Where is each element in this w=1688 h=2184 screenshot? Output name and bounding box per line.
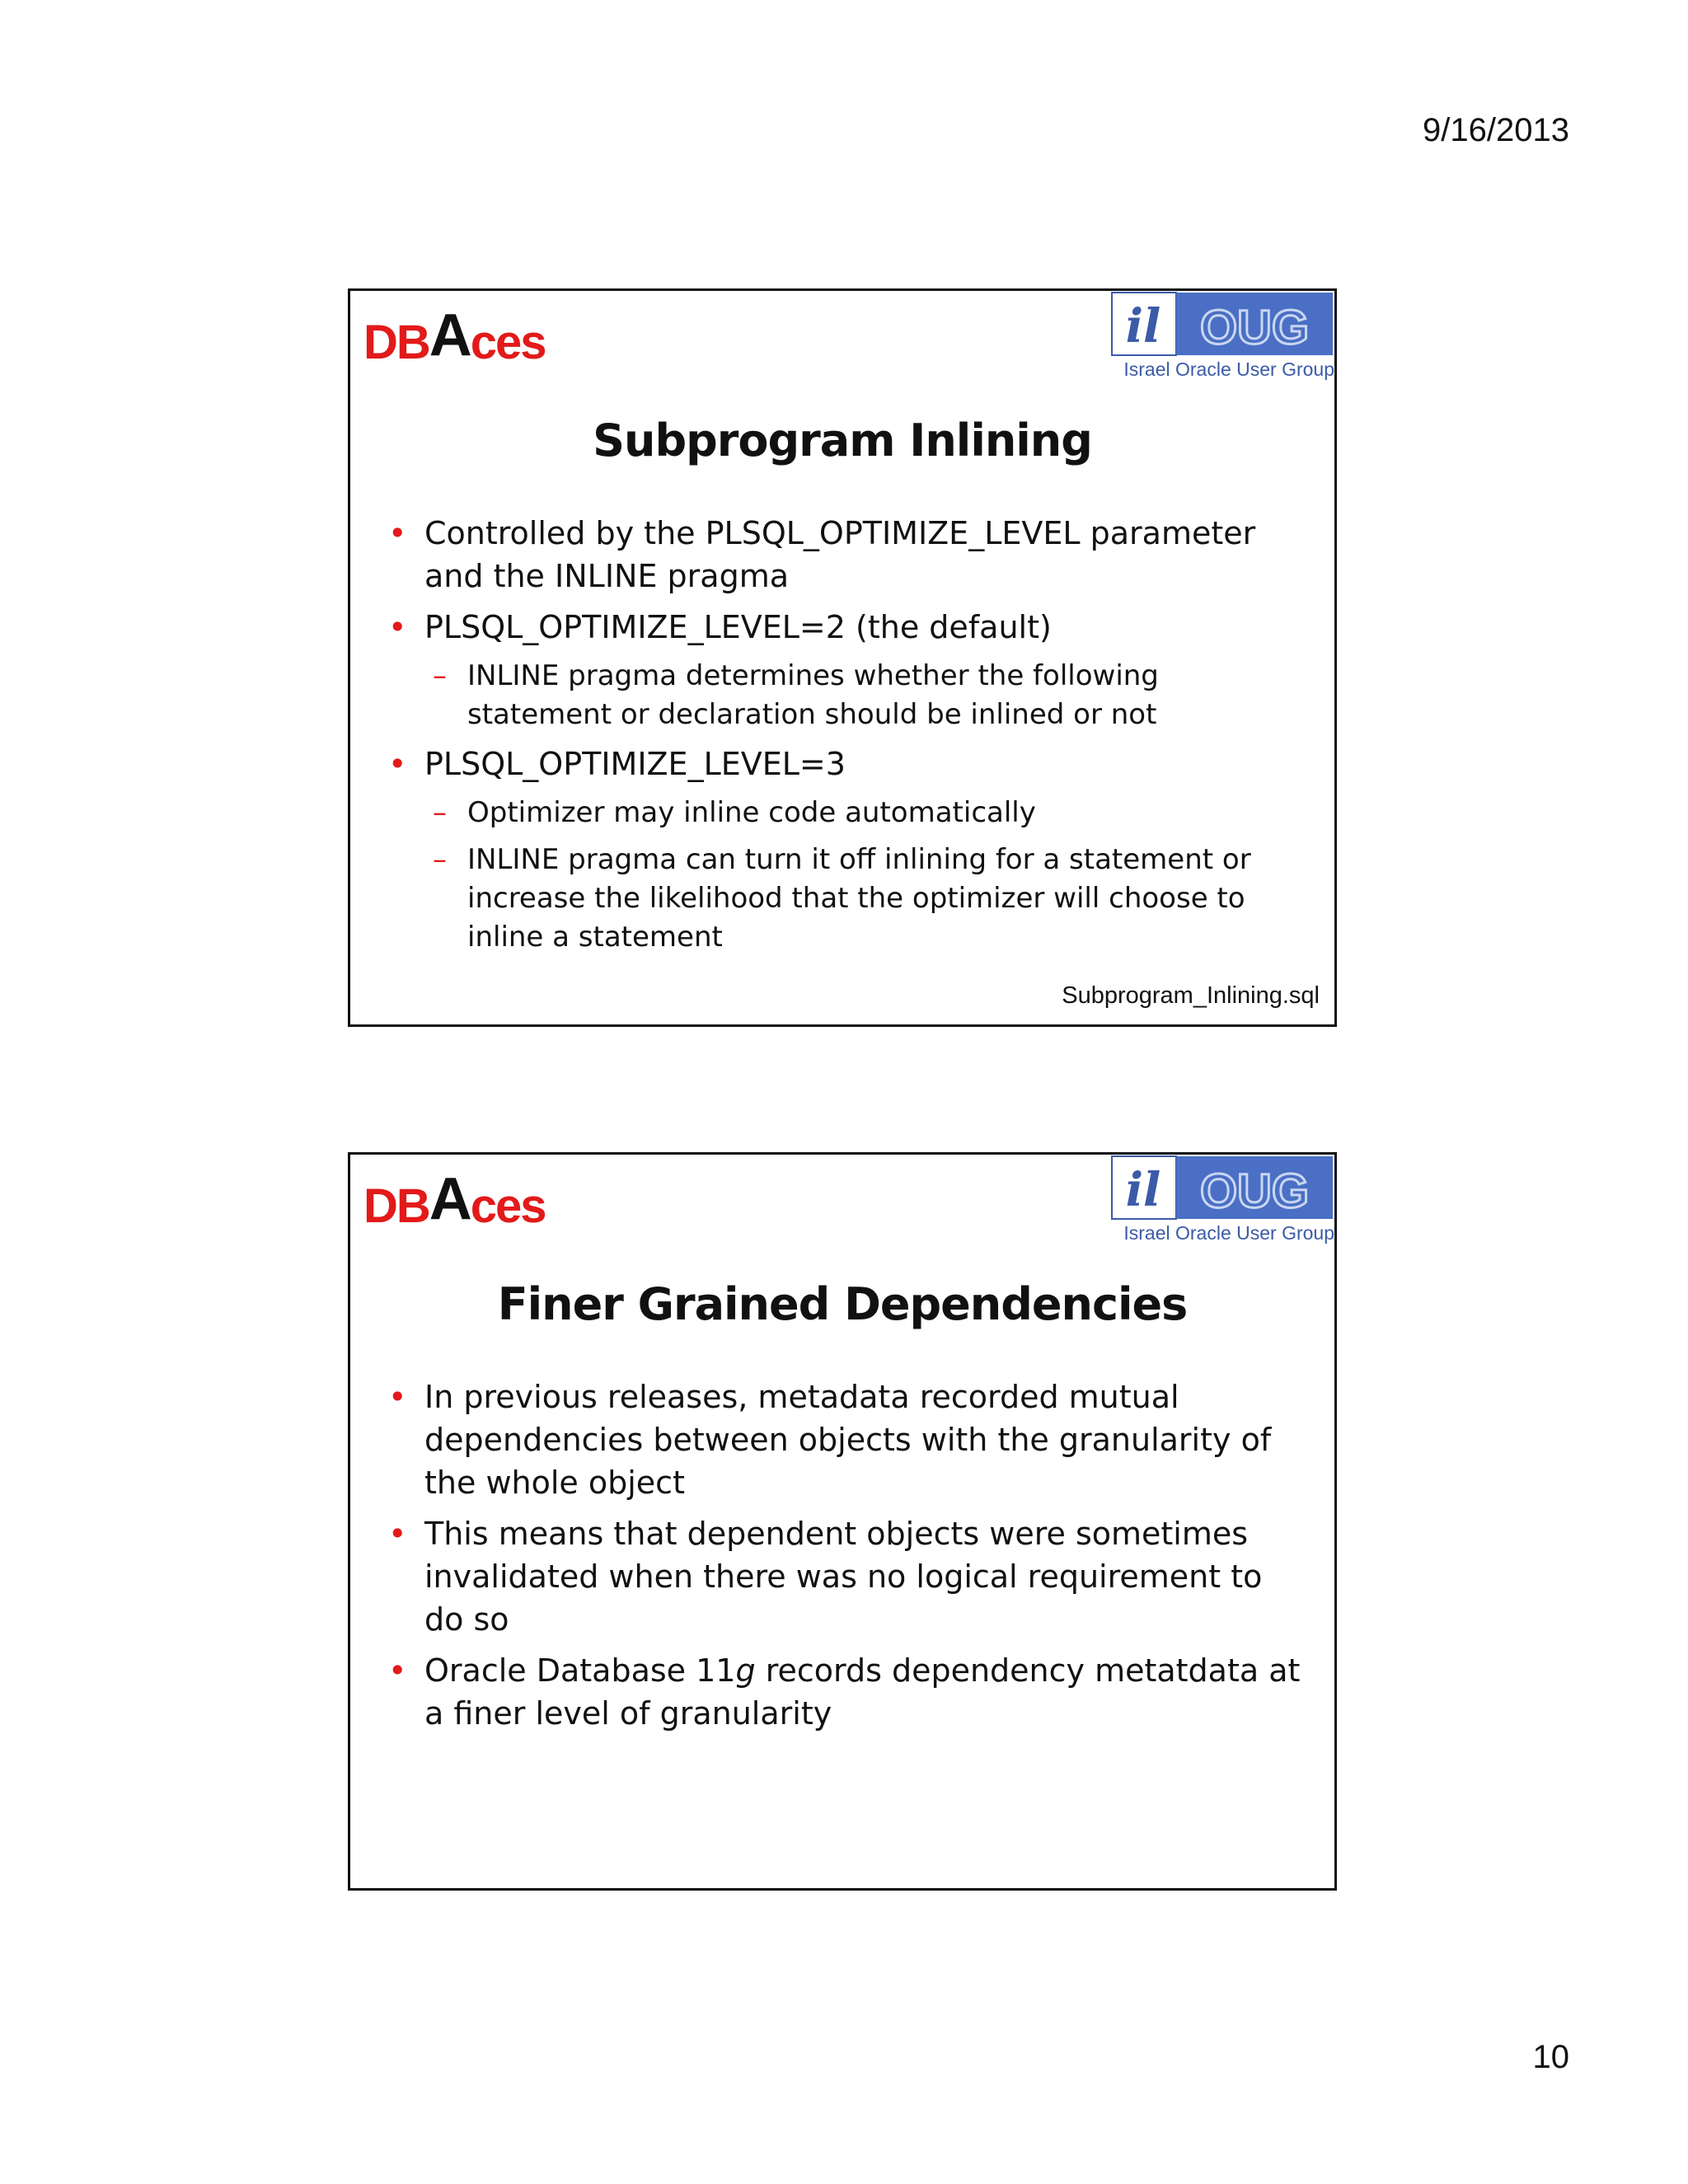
dbaces-logo: DBAces — [363, 1166, 546, 1233]
sub-bullet-item: – INLINE pragma can turn it off inlining for a statement or increase the likelihood that the optimizer will choose to inline a statement — [387, 841, 1301, 957]
slide-finer-grained-dependencies — [348, 1152, 1337, 1891]
bullet-dot-icon: • — [388, 1652, 407, 1689]
bullet-list — [387, 1376, 1301, 1743]
bullet-list — [387, 512, 1301, 965]
bullet-dot-icon: • — [388, 515, 407, 551]
dash-icon: – — [433, 843, 447, 876]
dash-icon: – — [433, 659, 447, 692]
iloug-caption: Israel Oracle User Group — [1123, 1222, 1334, 1244]
page-date: 9/16/2013 — [1423, 112, 1569, 148]
svg-text:il: il — [1125, 299, 1161, 354]
svg-text:OUG: OUG — [1199, 301, 1310, 354]
iloug-caption: Israel Oracle User Group — [1123, 359, 1334, 380]
svg-text:OUG: OUG — [1199, 1165, 1310, 1218]
bullet-dot-icon: • — [388, 609, 407, 645]
file-reference: Subprogram_Inlining.sql — [1062, 982, 1320, 1009]
bullet-item: • This means that dependent objects were sometimes invalidated when there was no logical requirement to do so — [387, 1512, 1301, 1641]
dbaces-logo: DBAces — [363, 302, 546, 369]
bullet-item: • Controlled by the PLSQL_OPTIMIZE_LEVEL parameter and the INLINE pragma — [387, 512, 1301, 598]
bullet-dot-icon: • — [388, 746, 407, 782]
sub-bullet-item: – INLINE pragma determines whether the following statement or declaration should be inlined or not — [387, 657, 1301, 734]
bullet-dot-icon: • — [388, 1379, 407, 1415]
svg-text:il: il — [1125, 1163, 1161, 1217]
slide-subprogram-inlining — [348, 288, 1337, 1027]
slide-title: Finer Grained Dependencies — [497, 1278, 1188, 1330]
bullet-item: • PLSQL_OPTIMIZE_LEVEL=2 (the default) — [387, 606, 1301, 649]
dash-icon: – — [433, 796, 447, 829]
slide-title: Subprogram Inlining — [593, 415, 1092, 466]
bullet-item: • PLSQL_OPTIMIZE_LEVEL=3 — [387, 743, 1301, 785]
sub-bullet-item: – Optimizer may inline code automatically — [387, 794, 1301, 832]
bullet-dot-icon: • — [388, 1516, 407, 1552]
bullet-item: • Oracle Database 11g records dependency metatdata at a finer level of granularity — [387, 1649, 1301, 1735]
page-number: 10 — [1532, 2039, 1569, 2075]
bullet-item: • In previous releases, metadata recorded mutual dependencies between objects with the granularity of the whole object — [387, 1376, 1301, 1504]
